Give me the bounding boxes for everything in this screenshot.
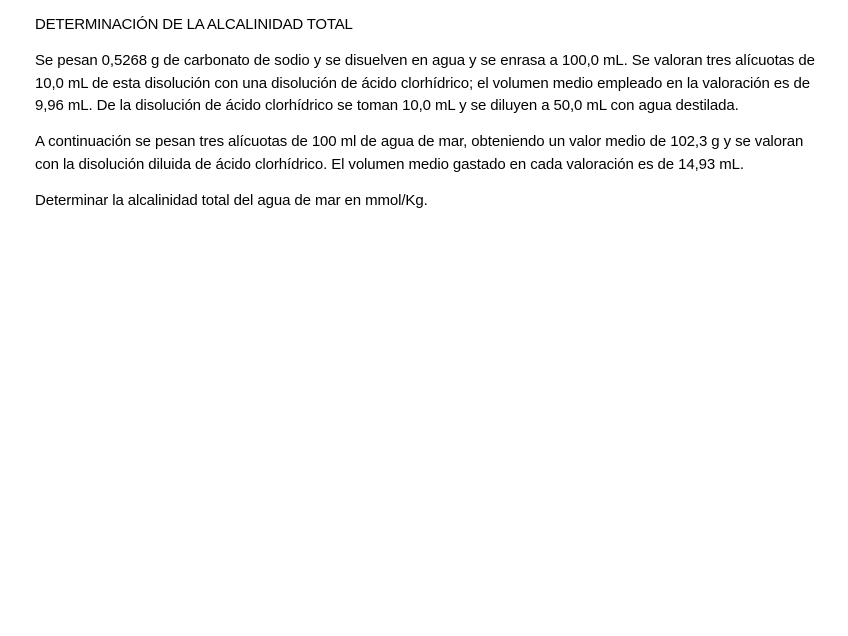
paragraph-sample-preparation: Se pesan 0,5268 g de carbonato de sodio y se disuelven en agua y se enrasa a 100,0 mL. Se valoran tres alícuotas de 10,0 mL de esta disolución con una disolución de ácido clorhídrico; el volumen medio empleado en la valoración es de 9,96 mL. De la disolución de ácido clorhídrico se toman 10,0 mL y se diluyen a 50,0 mL con agua destilada.	[35, 52, 815, 115]
document-page	[35, 14, 815, 225]
document-title: DETERMINACIÓN DE LA ALCALINIDAD TOTAL	[35, 16, 353, 33]
paragraph-question: Determinar la alcalinidad total del agua de mar en mmol/Kg.	[35, 191, 428, 209]
paragraph-seawater-titration: A continuación se pesan tres alícuotas de 100 ml de agua de mar, obteniendo un valor medio de 102,3 g y se valoran con la disolución diluida de ácido clorhídrico. El volumen medio gastado en cada valoración es de 14,93 mL.	[35, 133, 804, 173]
